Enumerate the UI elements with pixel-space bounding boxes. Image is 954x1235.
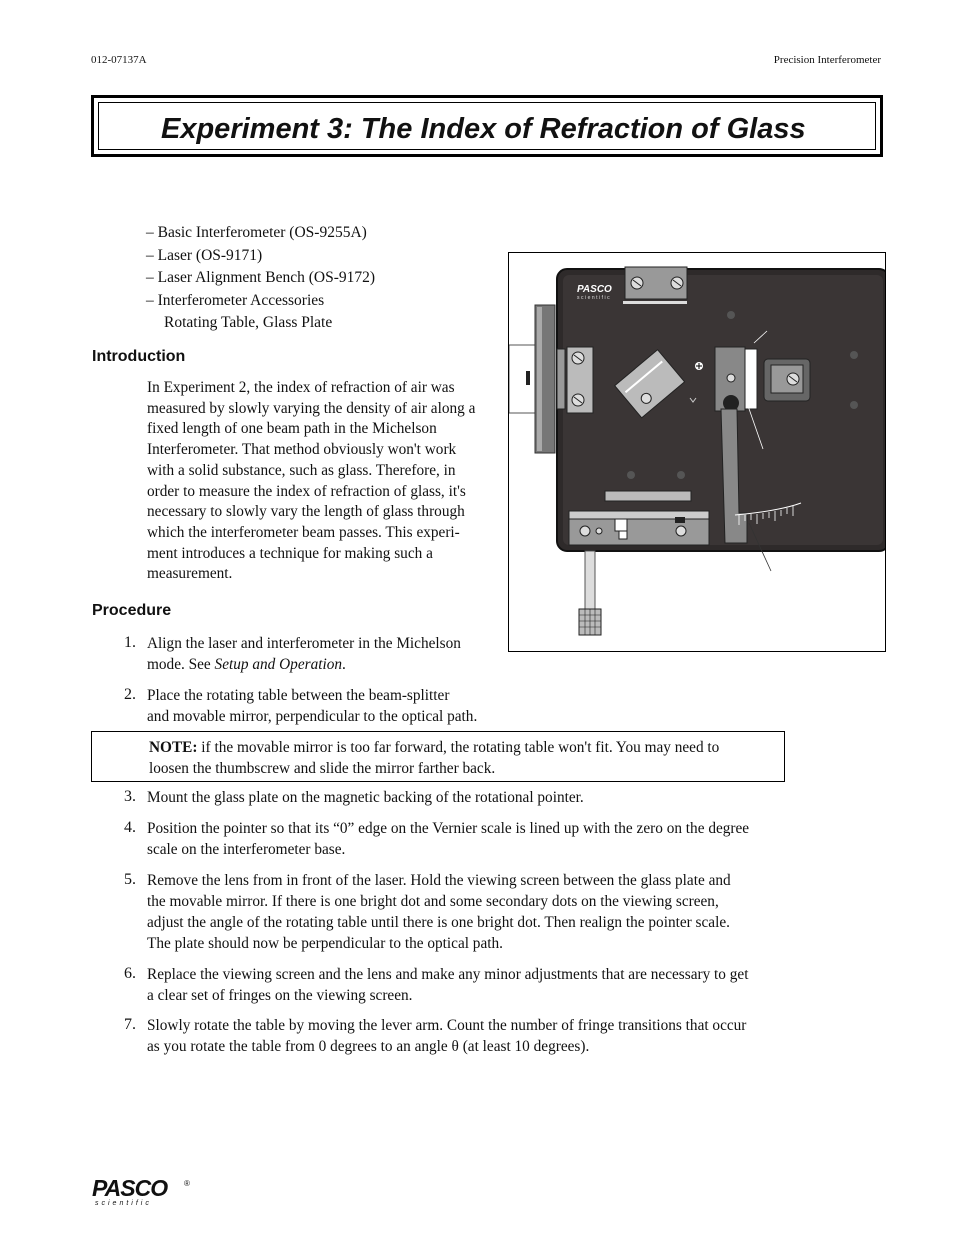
title-box (91, 95, 883, 157)
document-number: 012-07137A (91, 54, 147, 66)
equipment-item: – Laser Alignment Bench (OS-9172) (146, 269, 376, 286)
step-number: 4. (124, 819, 136, 836)
intro-line: measured by slowly varying the density of air along a (147, 399, 476, 417)
intro-line: In Experiment 2, the index of refraction of air was (147, 379, 455, 396)
step-line: Replace the viewing screen and the lens and make any minor adjustments that are necessary to get (147, 966, 749, 983)
step-line: Slowly rotate the table by moving the lever arm. Count the number of fringe transitions that occur (147, 1017, 747, 1034)
intro-line: measurement. (147, 565, 233, 583)
step-7 (147, 1016, 746, 1058)
setup-reference: Setup and Operation (214, 655, 343, 673)
intro-line: fixed length of one beam path in the Michelson (147, 420, 437, 438)
step-4 (147, 819, 749, 861)
base-logo: PASCO (577, 284, 612, 295)
svg-text:scientific: scientific (95, 1200, 152, 1207)
equipment-item: – Basic Interferometer (OS-9255A) (146, 224, 367, 241)
step-3 (147, 788, 584, 809)
intro-line: necessary to slowly vary the length of glass through (147, 503, 465, 521)
step-number: 3. (124, 788, 136, 805)
step-line: Remove the lens from in front of the laser. Hold the viewing screen between the glass plate and (147, 872, 731, 889)
introduction-heading: Introduction (92, 348, 186, 365)
note-label: NOTE: (149, 739, 198, 756)
interferometer-illustration (509, 253, 885, 651)
intro-line: Interferometer. That method obviously won't work (147, 441, 457, 459)
step-line: Mount the glass plate on the magnetic backing of the rotational pointer. (147, 789, 584, 806)
intro-line: which the interferometer beam passes. This experi- (147, 523, 460, 541)
note-text: NOTE: if the movable mirror is too far forward, the rotating table won't fit. You may need to loosen the thumbscrew and slide the mirror farther back. (149, 739, 720, 777)
step-line: and movable mirror, perpendicular to the optical path. (147, 707, 478, 725)
step-number: 7. (124, 1016, 136, 1033)
step-line: scale on the interferometer base. (147, 840, 346, 858)
pasco-logo (92, 1176, 202, 1213)
step-6 (147, 965, 748, 1007)
step-2 (147, 686, 477, 728)
base-logo-sub: scientific (577, 295, 612, 301)
step-line: The plate should now be perpendicular to the optical path. (147, 934, 503, 952)
step-number: 6. (124, 965, 136, 982)
svg-text:PASCO: PASCO (92, 1176, 168, 1201)
intro-line: ment introduces a technique for making such a (147, 544, 433, 562)
step-line: Position the pointer so that its “0” edge on the Vernier scale is lined up with the zero on the degree (147, 820, 750, 837)
step-line: adjust the angle of the rotating table until there is one bright dot. Then realign the pointer scale. (147, 913, 730, 931)
intro-line: with a solid substance, such as glass. Therefore, in (147, 461, 456, 479)
equipment-item: Rotating Table, Glass Plate (164, 314, 333, 331)
interferometer-figure (508, 252, 886, 652)
step-1 (147, 634, 461, 676)
equipment-item: – Laser (OS-9171) (146, 246, 263, 264)
step-5 (147, 871, 731, 955)
step-line: a clear set of fringes on the viewing screen. (147, 986, 413, 1004)
equipment-item: – Interferometer Accessories (146, 291, 325, 309)
step-line: Place the rotating table between the beam-splitter (147, 687, 450, 704)
step-number: 2. (124, 686, 136, 703)
step-number: 1. (124, 634, 136, 651)
procedure-heading: Procedure (92, 602, 172, 619)
introduction-paragraph (147, 378, 497, 585)
step-line: the movable mirror. If there is one bright dot and some secondary dots on the viewing screen, (147, 892, 719, 910)
intro-line: order to measure the index of refraction of glass, it's (147, 482, 466, 500)
step-line: as you rotate the table from 0 degrees to an angle θ (at least 10 degrees). (147, 1037, 590, 1055)
svg-text:®: ® (184, 1179, 190, 1188)
equipment-list (146, 222, 375, 335)
note-box (91, 731, 785, 782)
page-title: Experiment 3: The Index of Refraction of Glass (161, 113, 806, 145)
step-number: 5. (124, 871, 136, 888)
pasco-logo-image (92, 1176, 202, 1208)
step-line: Align the laser and interferometer in the Michelson (147, 635, 461, 652)
step-line: mode. See Setup and Operation. (147, 655, 346, 673)
document-title: Precision Interferometer (773, 54, 881, 66)
